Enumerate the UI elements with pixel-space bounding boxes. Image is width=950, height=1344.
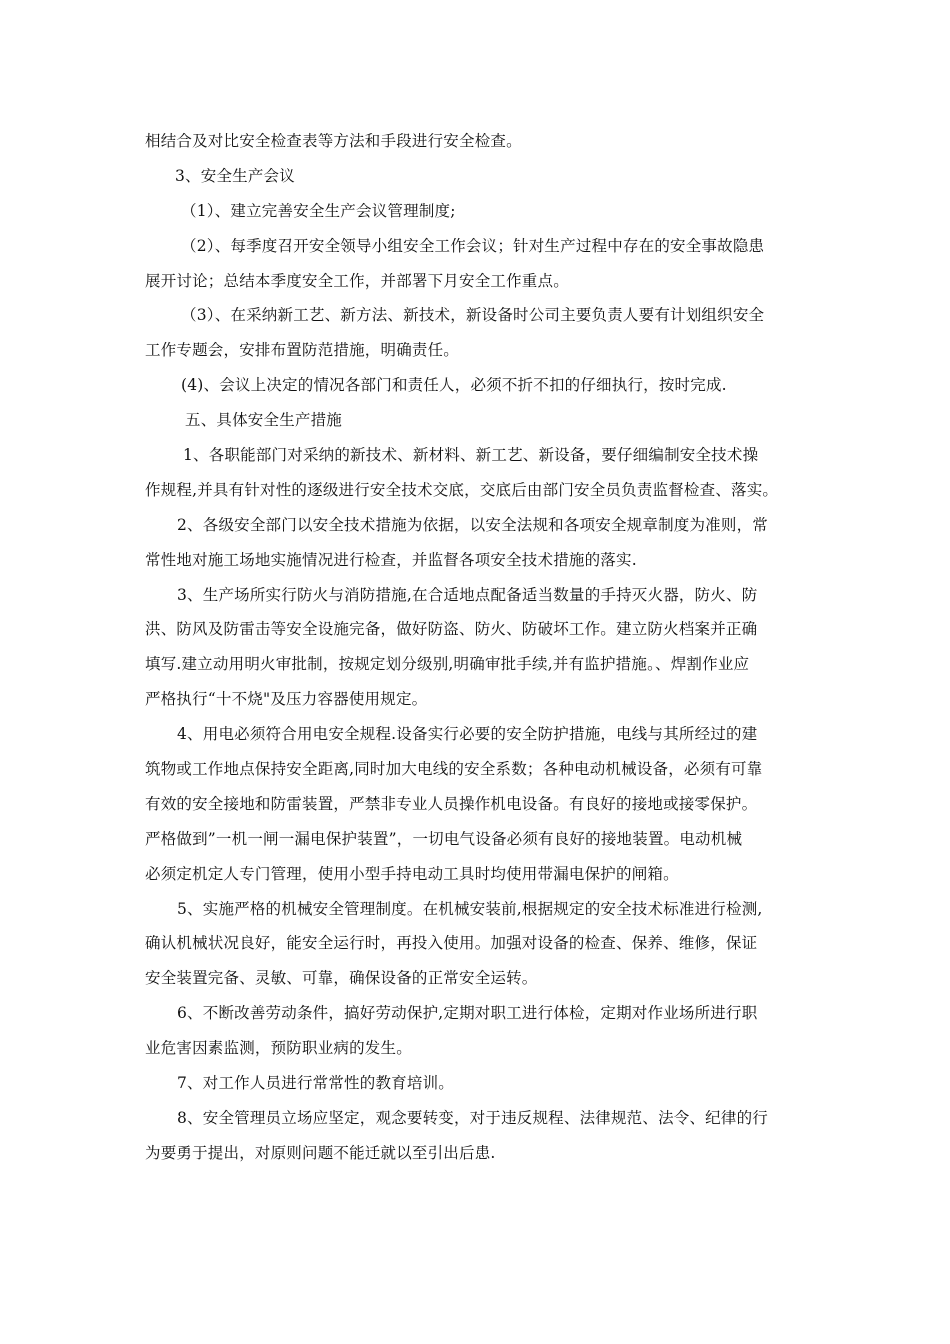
text-line: 作规程,并具有针对性的逐级进行安全技术交底，交底后由部门安全员负责监督检查、落实。 [145, 480, 779, 499]
text-line: 常性地对施工场地实施情况进行检查，并监督各项安全技术措施的落实. [145, 550, 637, 569]
text-line: 筑物或工作地点保持安全距离,同时加大电线的安全系数；各种电动机械设备，必须有可靠 [145, 760, 763, 779]
text-line: 严格执行“十不烧"及压力容器使用规定。 [145, 690, 428, 709]
text-line: 6、不断改善劳动条件，搞好劳动保护,定期对职工进行体检，定期对作业场所进行职 [177, 1004, 758, 1023]
text-line: 洪、防风及防雷击等安全设施完备，做好防盗、防火、防破坏工作。建立防火档案并正确 [145, 620, 758, 639]
document-body [145, 124, 810, 1171]
text-line: 4、用电必须符合用电安全规程.设备实行必要的安全防护措施，电线与其所经过的建 [177, 725, 758, 744]
section-heading: 3、安全生产会议 [175, 166, 295, 185]
text-line: 必须定机定人专门管理，使用小型手持电动工具时均使用带漏电保护的闸箱。 [145, 864, 679, 883]
text-line: 为要勇于提出，对原则问题不能迁就以至引出后患. [145, 1143, 496, 1162]
text-line: 展开讨论；总结本季度安全工作，并部署下月安全工作重点。 [145, 271, 569, 290]
section-heading: 五、具体安全生产措施 [185, 411, 343, 430]
text-line: 5、实施严格的机械安全管理制度。在机械安装前,根据规定的安全技术标准进行检测, [177, 899, 763, 918]
text-line: 严格做到”一机一闸一漏电保护装置”，一切电气设备必须有良好的接地装置。电动机械 [145, 829, 743, 848]
text-line: 业危害因素监测，预防职业病的发生。 [145, 1039, 412, 1058]
text-line: 有效的安全接地和防雷装置，严禁非专业人员操作机电设备。有良好的接地或接零保护。 [145, 794, 758, 813]
text-line: 工作专题会，安排布置防范措施，明确责任。 [145, 341, 460, 360]
text-line: 2、各级安全部门以安全技术措施为依据，以安全法规和各项安全规章制度为准则，常 [177, 515, 768, 534]
text-line: （1）、建立完善安全生产会议管理制度; [181, 201, 456, 220]
text-line: 填写.建立动用明火审批制，按规定划分级别,明确审批手续,并有监护措施。、焊割作业应 [145, 655, 750, 674]
text-line: 8、安全管理员立场应坚定，观念要转变，对于违反规程、法律规范、法令、纪律的行 [177, 1108, 768, 1127]
text-line: （2）、每季度召开安全领导小组安全工作会议；针对生产过程中存在的安全事故隐患 [181, 236, 765, 255]
text-line: 安全装置完备、灵敏、可靠，确保设备的正常安全运转。 [145, 969, 538, 988]
text-line: （3）、在采纳新工艺、新方法、新技术，新设备时公司主要负责人要有计划组织安全 [181, 306, 765, 325]
text-line: 确认机械状况良好，能安全运行时，再投入使用。加强对设备的检查、保养、维修，保证 [145, 934, 758, 953]
text-line: (4)、会议上决定的情况各部门和责任人，必须不折不扣的仔细执行，按时完成. [181, 376, 727, 395]
text-line: 3、生产场所实行防火与消防措施,在合适地点配备适当数量的手持灭火器，防火、防 [177, 585, 758, 604]
text-line: 1、各职能部门对采纳的新技术、新材料、新工艺、新设备，要仔细编制安全技术操 [183, 446, 759, 465]
text-line: 7、对工作人员进行常常性的教育培训。 [177, 1074, 454, 1093]
text-line: 相结合及对比安全检查表等方法和手段进行安全检查。 [145, 132, 522, 150]
